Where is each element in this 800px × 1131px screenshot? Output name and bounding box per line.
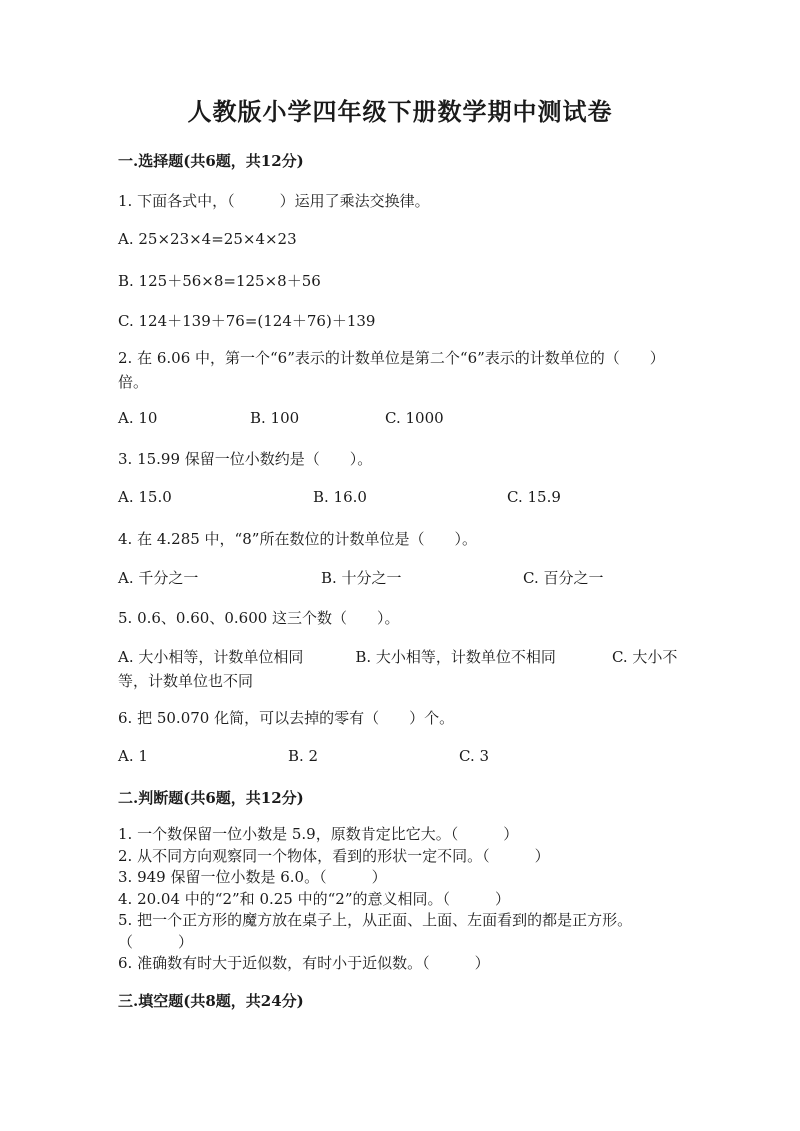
- option-c: C. 15.9: [507, 488, 561, 506]
- judgment-list: [118, 824, 678, 975]
- option-a: A. 15.0: [118, 488, 172, 506]
- question-stem: 5. 0.6、0.60、0.600 这三个数（ ）。: [118, 609, 400, 627]
- option-b: B. 2: [288, 747, 319, 765]
- options-row: [118, 645, 678, 693]
- option-a: A. 25×23×4=25×4×23: [118, 230, 297, 248]
- page-title: 人教版小学四年级下册数学期中测试卷: [187, 97, 613, 126]
- list-item: 5. 把一个正方形的魔方放在桌子上，从正面、上面、左面看到的都是正方形。（ ）: [118, 911, 633, 951]
- option-a: A. 1: [118, 747, 148, 765]
- option-b: B. 大小相等，计数单位不相同: [355, 648, 556, 666]
- question-stem: 1. 下面各式中，（ ）运用了乘法交换律。: [118, 192, 430, 210]
- option-b: B. 16.0: [313, 488, 367, 506]
- question-stem: 2. 在 6.06 中，第一个“6”表示的计数单位是第二个“6”表示的计数单位的（ ）倍。: [118, 349, 665, 391]
- list-item: 2. 从不同方向观察同一个物体，看到的形状一定不同。（ ）: [118, 846, 550, 865]
- section-heading-fill-in: 三.填空题(共8题，共24分): [118, 992, 304, 1010]
- option-c: C. 百分之一: [523, 569, 604, 587]
- option-a: A. 千分之一: [118, 569, 199, 587]
- option-c: C. 124＋139＋76=(124＋76)＋139: [118, 312, 376, 330]
- option-a: A. 大小相等，计数单位相同: [118, 648, 304, 666]
- section-heading-judgment: 二.判断题(共6题，共12分): [118, 789, 304, 807]
- option-c: C. 1000: [385, 409, 444, 427]
- list-item: 1. 一个数保留一位小数是 5.9，原数肯定比它大。（ ）: [118, 825, 519, 843]
- list-item: 4. 20.04 中的“2”和 0.25 中的“2”的意义相同。（ ）: [118, 889, 510, 908]
- question-stem: 3. 15.99 保留一位小数约是（ ）。: [118, 450, 373, 468]
- option-b: B. 125＋56×8=125×8＋56: [118, 272, 321, 290]
- option-c: C. 大小不等，计数单位也不同: [118, 648, 678, 690]
- question-stem: 6. 把 50.070 化简，可以去掉的零有（ ）个。: [118, 709, 455, 727]
- section-heading-choice: 一.选择题(共6题，共12分): [118, 152, 304, 170]
- option-b: B. 十分之一: [321, 569, 402, 587]
- list-item: 6. 准确数有时大于近似数，有时小于近似数。（ ）: [118, 954, 490, 972]
- list-item: 3. 949 保留一位小数是 6.0。（ ）: [118, 868, 387, 886]
- option-b: B. 100: [250, 409, 300, 427]
- option-a: A. 10: [118, 409, 158, 427]
- question-stem: 4. 在 4.285 中，“8”所在数位的计数单位是（ ）。: [118, 530, 477, 548]
- option-c: C. 3: [459, 747, 490, 765]
